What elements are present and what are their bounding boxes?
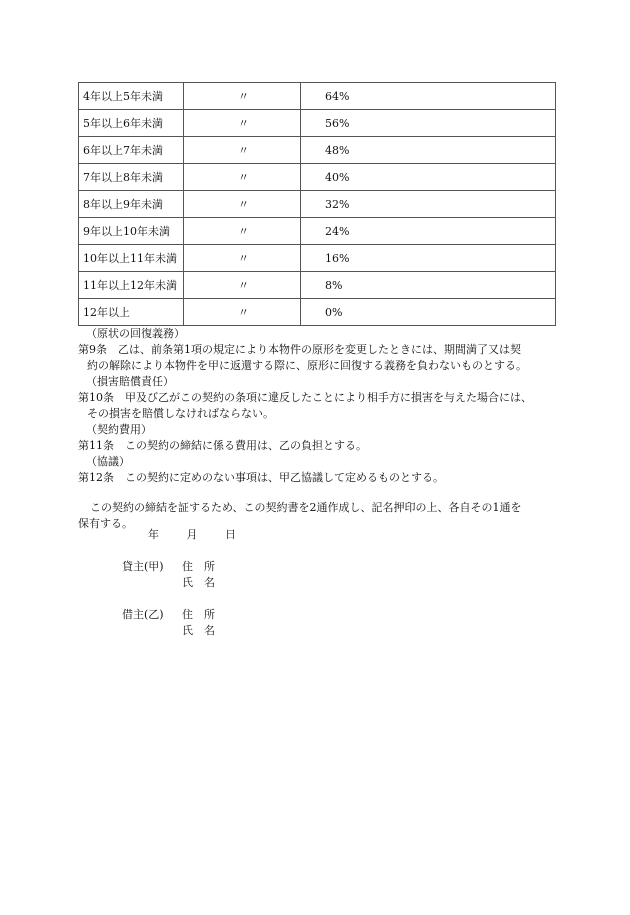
- table-row: [79, 164, 556, 191]
- depreciation-rate-table: [78, 82, 556, 326]
- lessee-name-label: 氏 名: [182, 624, 215, 637]
- table-row: [79, 137, 556, 164]
- period-cell: 7年以上8年未満: [79, 164, 184, 191]
- ditto-mark: 〃: [238, 225, 249, 238]
- lessor-address-label: 住 所: [182, 560, 215, 573]
- ditto-mark: 〃: [238, 144, 249, 157]
- ditto-mark: 〃: [238, 306, 249, 319]
- article-10-text-cont: その損害を賠償しなければならない。: [87, 407, 274, 420]
- spacer: [78, 486, 558, 500]
- lessee-block: [122, 607, 215, 639]
- table-row: [79, 245, 556, 272]
- rate-cell: 8%: [325, 278, 343, 292]
- article-9-text-cont: 約の解除により本物件を甲に返還する際に、原形に回復する義務を負わないものとする。: [87, 359, 527, 372]
- article-12-text: 第12条 この契約に定めのない事項は、甲乙協議して定めるものとする。: [78, 471, 444, 484]
- ditto-mark: 〃: [238, 198, 249, 211]
- rate-cell: 24%: [325, 224, 350, 238]
- table-row: [79, 191, 556, 218]
- article-9-heading: （原状の回復義務）: [86, 327, 185, 340]
- date-day: 日: [225, 528, 236, 541]
- article-9-text: 第9条 乙は、前条第1項の規定により本物件の原形を変更したときには、期間満了又は契: [78, 343, 521, 356]
- closing-statement-cont: 保有する。: [78, 517, 133, 530]
- closing-statement: この契約の締結を証するため、この契約書を2通作成し、記名押印の上、各自その1通を: [90, 501, 522, 514]
- ditto-mark: 〃: [238, 117, 249, 130]
- period-cell: 4年以上5年未満: [79, 83, 184, 110]
- period-cell: 11年以上12年未満: [79, 272, 184, 299]
- article-10-text: 第10条 甲及び乙がこの契約の条項に違反したことにより相手方に損害を与えた場合には、: [78, 391, 532, 404]
- article-10-heading: （損害賠償責任）: [86, 375, 174, 388]
- date-line: [148, 527, 260, 543]
- article-11-text: 第11条 この契約の締結に係る費用は、乙の負担とする。: [78, 439, 367, 452]
- period-cell: 9年以上10年未満: [79, 218, 184, 245]
- ditto-mark: 〃: [238, 252, 249, 265]
- table-row: [79, 110, 556, 137]
- rate-cell: 64%: [325, 89, 350, 103]
- article-11-heading: （契約費用）: [86, 423, 152, 436]
- table-row: [79, 299, 556, 326]
- rate-cell: 48%: [325, 143, 350, 157]
- ditto-mark: 〃: [238, 171, 249, 184]
- period-cell: 6年以上7年未満: [79, 137, 184, 164]
- lessor-name-label: 氏 名: [182, 576, 215, 589]
- date-month: 月: [186, 528, 198, 541]
- rate-cell: 40%: [325, 170, 350, 184]
- period-cell: 10年以上11年未満: [79, 245, 184, 272]
- table-row: [79, 272, 556, 299]
- rate-cell: 0%: [325, 305, 343, 319]
- period-cell: 12年以上: [79, 299, 184, 326]
- lessee-address-label: 住 所: [182, 608, 215, 621]
- lessee-role: 借主(乙): [122, 608, 164, 621]
- article-12-heading: （協議）: [86, 455, 130, 468]
- lessor-block: [122, 559, 215, 591]
- date-year: 年: [148, 528, 159, 541]
- period-cell: 5年以上6年未満: [79, 110, 184, 137]
- table-row: [79, 218, 556, 245]
- table-row: [79, 83, 556, 110]
- ditto-mark: 〃: [238, 279, 249, 292]
- ditto-mark: 〃: [238, 90, 249, 103]
- lessor-role: 貸主(甲): [122, 560, 164, 573]
- period-cell: 8年以上9年未満: [79, 191, 184, 218]
- rate-cell: 16%: [325, 251, 350, 265]
- contract-articles: [78, 326, 558, 532]
- rate-cell: 56%: [325, 116, 350, 130]
- rate-cell: 32%: [325, 197, 350, 211]
